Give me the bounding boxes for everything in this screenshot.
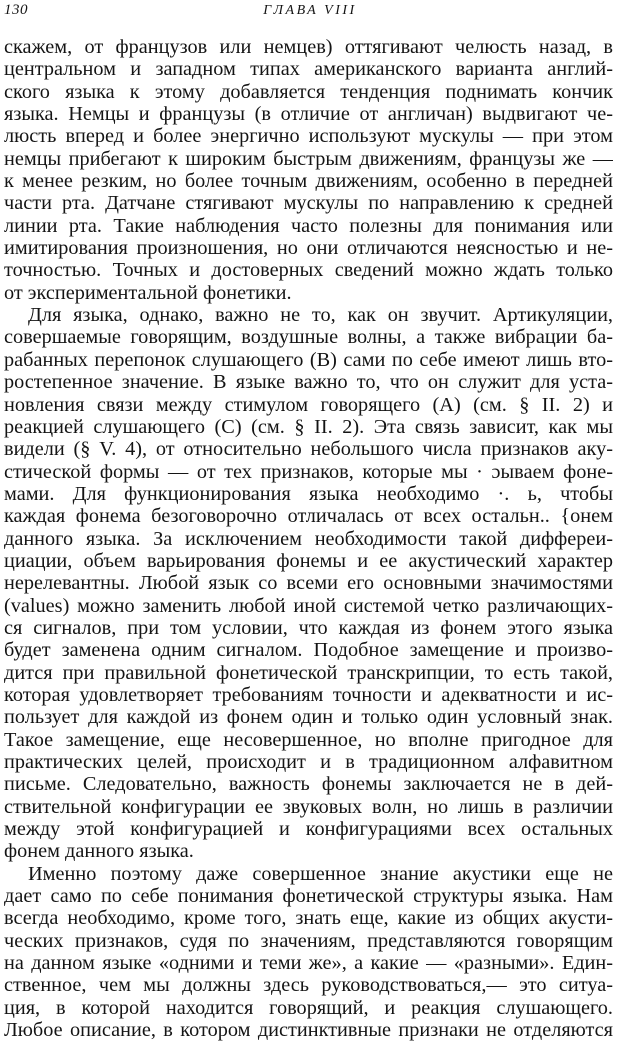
text-line: совершаемые говорящим, воздушные волны, а также вибрации ба-: [4, 326, 613, 349]
text-line: мами. Для функционирования языка необходимо ·. ь, чтобы: [4, 482, 613, 505]
text-line: стической формы — от тех признаков, которые мы · ɔывaeм фоне-: [4, 460, 613, 483]
text-line: всегда необходимо, кроме того, знать еще, какие из общих акусти-: [4, 907, 613, 930]
text-line: которая удовлетворяет требованиям точности и адекватности и ис-: [4, 683, 613, 706]
text-line: фонем данного языка.: [4, 840, 194, 863]
text-line: на данном языке «одними и теми же», а какие — «разными». Един-: [4, 952, 613, 975]
text-line: дится при правильной фонетической транскрипции, то есть такой,: [4, 661, 613, 684]
text-line: части рта. Датчане стягивают мускулы по направлению к средней: [4, 192, 613, 215]
text-line: скажем, от французов или немцев) оттягивают челюсть назад, в: [4, 36, 613, 58]
text-line: между этой конфигурацией и конфигурациями всех остальных: [4, 818, 613, 841]
text-line: практических целей, происходит и в традиционном алфавитном: [4, 751, 613, 773]
text-line: ческих признаков, судя по значениям, представляются говорящим: [4, 929, 613, 952]
text-line: имитирования произношения, но они отличаются неясностью и не-: [4, 237, 613, 260]
text-line: точностью. Точных и достоверных сведений можно ждать только: [4, 259, 613, 282]
text-line: циации, объем варьирования фонемы и ее акустический характер: [4, 549, 613, 572]
text-line: линии рта. Такие наблюдения часто полезны для понимания или: [4, 214, 613, 237]
paragraph: [4, 863, 613, 1041]
text-line: ция, в которой находится говорящий, и реакция слушающего.: [4, 996, 613, 1019]
text-line: реакцией слушающего (С) (см. § II. 2). Эта связь зависит, как мы: [4, 415, 613, 438]
text-line: Любое описание, в котором дистинктивные признаки не отделяются: [4, 1019, 613, 1041]
text-line: Такое замещение, еще несовершенное, но вполне пригодное для: [4, 728, 613, 751]
text-line: нерелевантны. Любой язык со всеми его основными значимостями: [4, 572, 613, 595]
text-line: немцы прибегают к широким быстрым движениям, французы же —: [4, 147, 613, 170]
text-line: от экспериментальной фонетики.: [4, 281, 292, 304]
text-line: ского языка к этому добавляется тенденция поднимать кончик: [4, 80, 613, 103]
text-line: ся сигналов, при том условии, что каждая из фонем этого языка: [4, 616, 613, 639]
text-line: ственное, чем мы должны здесь руководствоваться,— это ситуа-: [4, 974, 613, 997]
page-number: 130: [4, 2, 28, 18]
paragraph: [4, 36, 613, 304]
body-text: [4, 36, 613, 1041]
text-line: данного языка. За исключением необходимости такой диффереи-: [4, 527, 613, 550]
text-line: дает само по себе понимания фонетической структуры языка. Нам: [4, 885, 613, 908]
text-line: люсть вперед и более энергично используют мускулы — при этом: [4, 125, 613, 148]
text-line: письме. Следовательно, важность фонемы заключается не в дей-: [4, 773, 613, 796]
text-line: будет заменена одним сигналом. Подобное замещение и произво-: [4, 639, 613, 662]
text-line: новления связи между стимулом говорящего (А) (см. § II. 2) и: [4, 393, 613, 416]
text-line: центральном и западном типах американского варианта англий-: [4, 58, 613, 81]
text-line: языка. Немцы и французы (в отличие от англичан) выдвигают че-: [4, 103, 613, 126]
text-line: видели (§ V. 4), от относительно небольшого числа признаков аку-: [4, 438, 613, 461]
text-line: ствительной конфигурации ее звуковых волн, но лишь в различии: [4, 795, 613, 818]
text-line: (values) можно заменить любой иной системой четко различающих-: [4, 594, 613, 617]
running-head: ГЛАВА VIII: [263, 3, 357, 18]
text-line: каждая фонема безоговорочно отличалась от всех остальн.. {онем: [4, 505, 613, 528]
text-line: рабанных перепонок слушающего (В) сами по себе имеют лишь вто-: [4, 348, 613, 371]
paragraph: [4, 304, 613, 863]
text-line: Для языка, однако, важно не то, как он звучит. Артикуляции,: [28, 304, 613, 327]
text-line: ростепенное значение. В языке важно то, что он служит для уста-: [4, 371, 613, 394]
page-header: [4, 2, 616, 22]
text-line: Именно поэтому даже совершенное знание акустики еще не: [28, 862, 613, 885]
text-line: пользует для каждой из фонем один и только один условный знак.: [4, 706, 613, 729]
text-line: к менее резким, но более точным движениям, особенно в передней: [4, 170, 613, 193]
